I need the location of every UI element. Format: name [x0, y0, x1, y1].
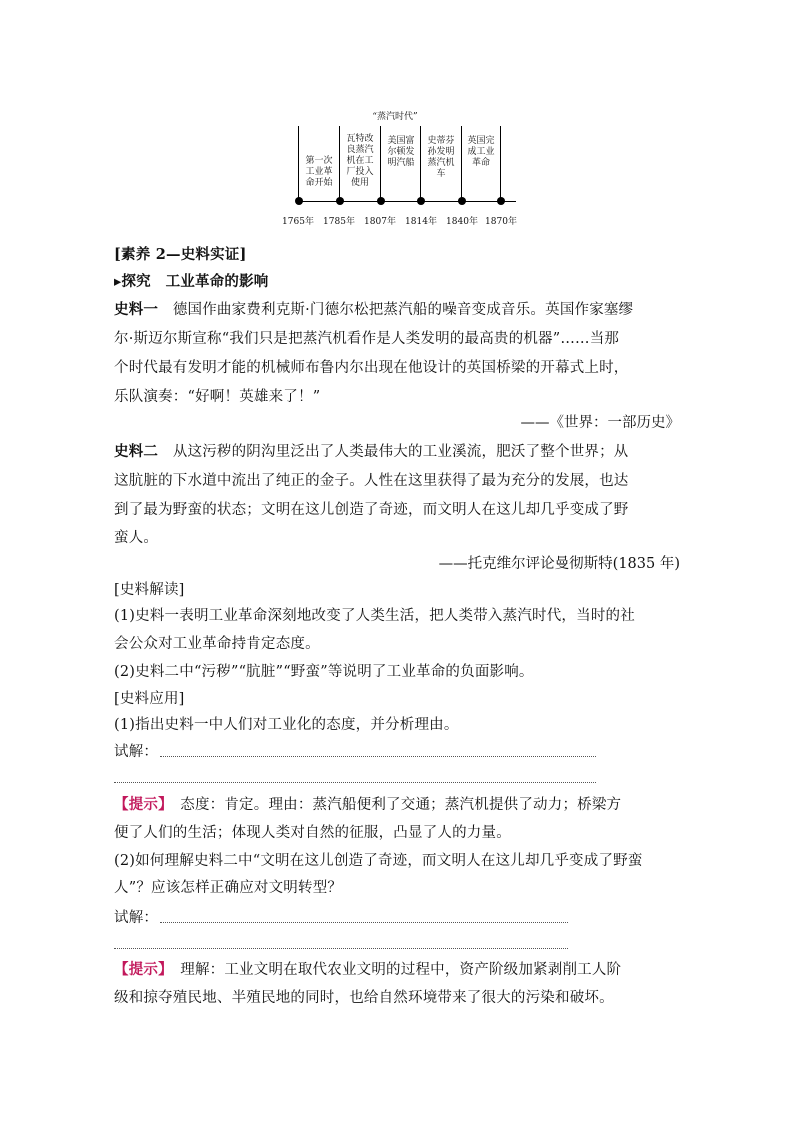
timeline-year: 1765年 [282, 217, 314, 227]
timeline-diagram [270, 100, 540, 235]
source1-line: 尔·斯迈尔斯宣称“我们只是把蒸汽机看作是人类发明的最高贵的机器”……当那 [114, 331, 620, 347]
source2-label: 史料二 [114, 443, 159, 460]
interpretation-line: (2)史料二中“污秽”“肮脏”“野蛮”等说明了工业革命的负面影响。 [114, 664, 534, 680]
source1-line: 乐队演奏：“好啊！英雄来了！” [114, 389, 321, 405]
timeline-dot [458, 197, 466, 205]
hint-label: 【提示】 [114, 961, 166, 978]
interpretation-heading: [史料解读] [114, 582, 185, 598]
source2-line: 史料二 从这污秽的阴沟里泛出了人类最伟大的工业溪流，肥沃了整个世界；从 [114, 443, 629, 460]
source1-line: 个时代最有发明才能的机械师布鲁内尔出现在他设计的英国桥梁的开幕式上时， [114, 360, 629, 376]
answer-line[interactable] [160, 922, 568, 923]
timeline-dot [417, 197, 425, 205]
timeline-divider [500, 126, 501, 201]
timeline-event-1807: 美国富 尔顿发 明汽船 [387, 136, 415, 168]
hint-2-line: 级和掠夺殖民地、半殖民地的同时，也给自然环境带来了很大的污染和破坏。 [114, 990, 614, 1006]
timeline-event-1814: 史蒂芬 孙发明 蒸汽机 车 [427, 136, 455, 179]
timeline-axis [298, 201, 516, 202]
timeline-year: 1807年 [364, 217, 396, 227]
interpretation-line: (1)史料一表明工业革命深刻地改变了人类生活，把人类带入蒸汽时代，当时的社 [114, 608, 635, 624]
answer-line[interactable] [160, 756, 596, 757]
timeline-dot [295, 197, 303, 205]
timeline-year: 1814年 [405, 217, 437, 227]
timeline-year: 1785年 [323, 217, 355, 227]
try-label: 试解： [114, 744, 159, 760]
timeline-dot [336, 197, 344, 205]
question-1: (1)指出史料一中人们对工业化的态度，并分析理由。 [114, 717, 459, 733]
timeline-event-1765: 第一次 工业革 命开始 [305, 156, 333, 188]
hint-label: 【提示】 [114, 796, 166, 813]
source2-line: 这肮脏的下水道中流出了纯正的金子。人性在这里获得了最为充分的发展，也达 [114, 473, 629, 489]
section-heading: [素养 2—史料实证] [114, 246, 247, 263]
source2-citation: ——托克维尔评论曼彻斯特(1835 年) [438, 556, 680, 572]
timeline-year: 1870年 [485, 217, 517, 227]
source2-line: 到了最为野蛮的状态；文明在这儿创造了奇迹，而文明人在这儿却几乎变成了野 [114, 502, 629, 518]
source1-line: 史料一 德国作曲家费利克斯·门德尔松把蒸汽船的噪音变成音乐。英国作家塞缪 [114, 301, 634, 318]
source1-citation: ——《世界：一部历史》 [520, 415, 680, 431]
timeline-dot [497, 197, 505, 205]
timeline-divider [380, 126, 381, 201]
timeline-divider [339, 126, 340, 201]
source2-line: 蛮人。 [114, 530, 159, 546]
timeline-title: “蒸汽时代” [372, 112, 418, 122]
hint-2-line: 【提示】 理解：工业文明在取代农业文明的过程中，资产阶级加紧剥削工人阶 [114, 961, 622, 978]
timeline-divider [298, 126, 299, 201]
hint-1-line: 【提示】 态度：肯定。理由：蒸汽船便利了交通；蒸汽机提供了动力；桥梁方 [114, 796, 622, 813]
interpretation-line: 会公众对工业革命持肯定态度。 [114, 636, 320, 652]
question-2: (2)如何理解史料二中“文明在这儿创造了奇迹，而文明人在这儿却几乎变成了野蛮 [114, 853, 643, 869]
explore-heading: ▸探究 工业革命的影响 [114, 273, 269, 290]
try-label: 试解： [114, 910, 159, 926]
hint-1-line: 便了人们的生活；体现人类对自然的征服，凸显了人的力量。 [114, 825, 511, 841]
timeline-divider [420, 126, 421, 201]
application-heading: [史料应用] [114, 691, 185, 707]
timeline-event-1785: 瓦特改 良蒸汽 机在工 厂投入 使用 [346, 134, 374, 188]
answer-line[interactable] [114, 948, 568, 949]
question-2: 人”？应该怎样正确应对文明转型？ [114, 880, 343, 896]
timeline-event-1840: 英国完 成工业 革命 [467, 136, 495, 168]
source1-label: 史料一 [114, 301, 159, 318]
timeline-dot [377, 197, 385, 205]
answer-line[interactable] [114, 782, 596, 783]
timeline-year: 1840年 [446, 217, 478, 227]
